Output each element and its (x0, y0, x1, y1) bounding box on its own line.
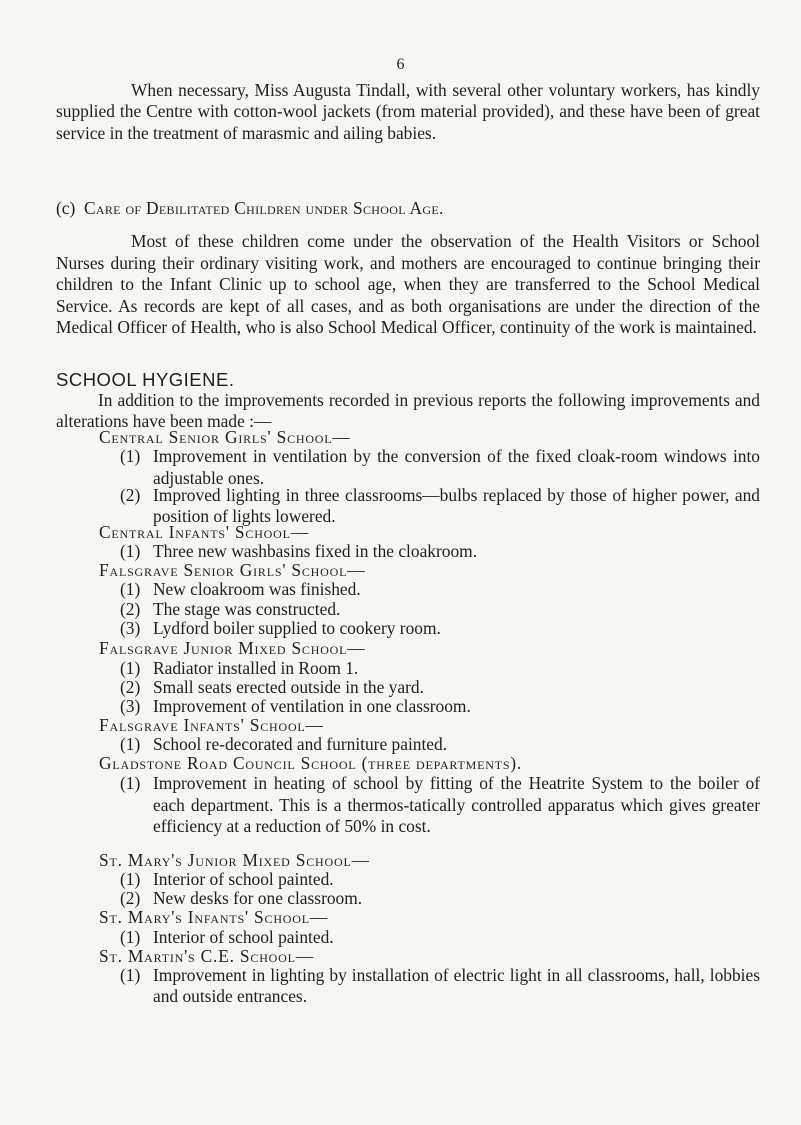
item-text: Radiator installed in Room 1. (153, 657, 359, 678)
item-text: Three new washbasins fixed in the cloakroom. (153, 541, 478, 562)
item-text: Improvement in heating of school by fitting of the Heatrite System to the boiler of each department. This is a thermos-tatically controlled apparatus which gives greater efficiency at a reduction of 50% in cost. (153, 773, 760, 837)
item-text: Improved lighting in three classrooms—bulbs replaced by those of higher power, and position of lights lowered. (153, 484, 760, 526)
item-text: Improvement of ventilation in one classroom. (153, 696, 471, 716)
item-text: New cloakroom was finished. (153, 579, 361, 600)
item-number: (1) (120, 734, 141, 755)
item-number: (3) (120, 617, 141, 638)
item-text: New desks for one classroom. (153, 888, 363, 909)
item-text: Small seats erected outside in the yard. (153, 676, 424, 697)
school-hygiene-intro: In addition to the improvements recorded in previous reports the following improvements and alterations have been made :— (56, 389, 760, 432)
item-number: (1) (120, 657, 141, 678)
item-number: (1) (120, 964, 141, 985)
page-number: 6 (396, 55, 405, 73)
school-heading: Falsgrave Infants' School— (99, 715, 324, 736)
school-heading: St. Mary's Junior Mixed School— (99, 850, 370, 870)
item-number: (1) (120, 926, 141, 947)
school-heading: Gladstone Road Council School (three departments). (99, 753, 523, 774)
item-number: (1) (120, 579, 141, 600)
item-number: (1) (120, 541, 141, 562)
school-heading: St. Mary's Infants' School— (99, 907, 329, 928)
item-number: (1) (120, 869, 141, 890)
item-text: Improvement in lighting by installation of electric light in all classrooms, hall, lobbies and outside entrances. (153, 964, 760, 1007)
school-heading: St. Martin's C.E. School— (99, 945, 314, 966)
intro-paragraph: When necessary, Miss Augusta Tindall, with several other voluntary workers, has kindly supplied the Centre with cotton-wool jackets (from material provided), and these have been of great service in the treatment of marasmic and ailing babies. (56, 80, 760, 143)
item-text: School re-decorated and furniture painted. (153, 734, 448, 755)
item-text: Interior of school painted. (153, 869, 334, 890)
school-heading: Central Senior Girls' School— (99, 427, 351, 448)
item-number: (2) (120, 598, 141, 619)
item-number: (2) (120, 484, 141, 505)
school-heading: Central Infants' School— (99, 522, 309, 542)
section-c-body: Most of these children come under the observation of the Health Visitors or School Nurses during their ordinary visiting work, and mothers are encouraged to continue bringing their children to the Infant Clinic up to school age, when they are transferred to the School Medical Service. As records are kept of all cases, and as both organisations are under the direction of the Medical Officer of Health, who is also School Medical Officer, continuity of the work is maintained. (56, 231, 760, 338)
item-number: (1) (120, 773, 141, 794)
item-text: Interior of school painted. (153, 926, 334, 947)
school-hygiene-title: SCHOOL HYGIENE. (56, 368, 235, 390)
item-text: Improvement in ventilation by the conversion of the fixed cloak-room windows into adjustable ones. (153, 446, 760, 488)
item-number: (2) (120, 888, 141, 909)
school-heading: Falsgrave Senior Girls' School— (99, 560, 366, 581)
section-c-title: Care of Debilitated Children under School Age. (84, 198, 444, 219)
item-text: The stage was constructed. (153, 598, 341, 619)
item-text: Lydford boiler supplied to cookery room. (153, 617, 441, 638)
item-number: (3) (120, 696, 141, 716)
item-number: (1) (120, 446, 141, 467)
section-c-heading (56, 198, 444, 219)
item-number: (2) (120, 676, 141, 697)
section-c-label: (c) (56, 198, 76, 219)
school-heading: Falsgrave Junior Mixed School— (99, 637, 366, 658)
